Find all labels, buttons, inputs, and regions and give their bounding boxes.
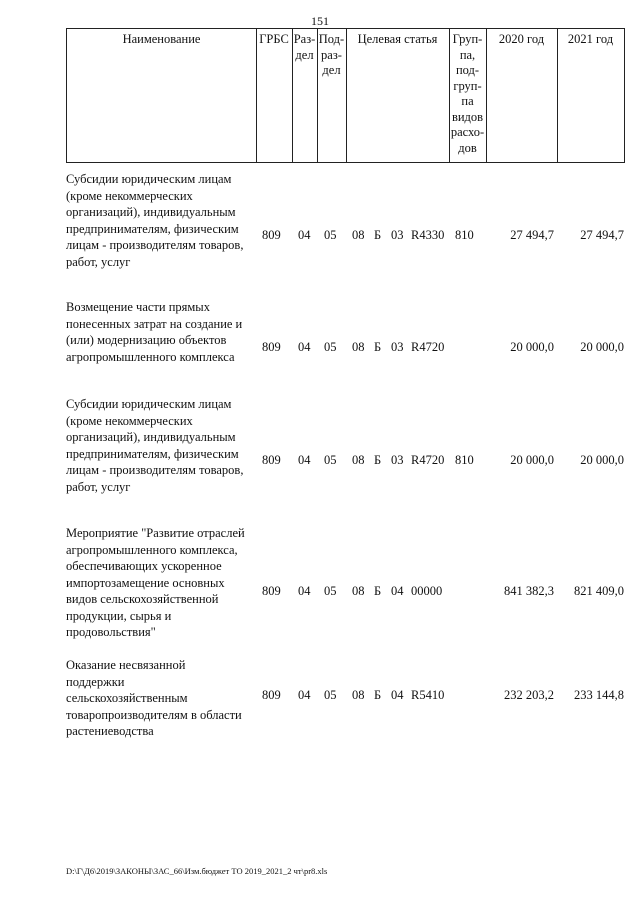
header-podrazdel [317, 28, 347, 163]
row-grbs: 809 [262, 688, 281, 702]
row-value-2021: 27 494,7 [580, 228, 624, 242]
header-name-label: Наименование [122, 32, 201, 46]
header-2020 [486, 28, 558, 163]
row-name: Субсидии юридическим лицам (кроме некоммерческих организаций), индивидуальным предпринимателям, физическим лицам - производителям товаров, работ, услуг [66, 397, 244, 494]
row-razdel: 04 [298, 688, 311, 702]
row-target-main: 03 [391, 453, 404, 467]
header-2021-label: 2021 год [567, 32, 614, 46]
row-value-2020: 20 000,0 [510, 340, 554, 354]
row-podrazdel: 05 [324, 688, 337, 702]
header-group-label: Груп- па, под- груп- па видов расхо- дов [450, 32, 485, 155]
header-grbs [256, 28, 293, 163]
row-name: Мероприятие "Развитие отраслей агропромышленного комплекса, обеспечивающих ускоренное импортозамещение основных видов сельскохозяйственной продукции, сырья и продовольствия" [66, 526, 245, 639]
row-target-subprogram: Б [374, 340, 382, 354]
row-group: 810 [455, 453, 474, 467]
row-target-code: R4330 [411, 228, 445, 242]
header-razdel [292, 28, 318, 163]
header-grbs-label: ГРБС [259, 32, 289, 46]
row-razdel: 04 [298, 453, 311, 467]
page-number: 151 [311, 14, 329, 28]
header-razdel-label: Раз- дел [293, 32, 316, 62]
row-name: Оказание несвязанной поддержки сельскохозяйственным товаропроизводителям в области растениеводства [66, 658, 242, 738]
header-podrazdel-label: Под- раз- дел [318, 32, 345, 77]
row-podrazdel: 05 [324, 453, 337, 467]
row-name: Субсидии юридическим лицам (кроме некоммерческих организаций), индивидуальным предпринимателям, физическим лицам - производителям товаров, работ, услуг [66, 172, 244, 269]
row-grbs: 809 [262, 453, 281, 467]
row-value-2021: 20 000,0 [580, 453, 624, 467]
row-target-main: 03 [391, 228, 404, 242]
header-2020-label: 2020 год [498, 32, 545, 46]
row-target-program: 08 [352, 453, 365, 467]
row-target-program: 08 [352, 584, 365, 598]
row-target-main: 03 [391, 340, 404, 354]
row-value-2021: 821 409,0 [574, 584, 624, 598]
row-value-2020: 20 000,0 [510, 453, 554, 467]
row-razdel: 04 [298, 340, 311, 354]
header-name [66, 28, 257, 163]
row-grbs: 809 [262, 584, 281, 598]
header-group [449, 28, 487, 163]
row-podrazdel: 05 [324, 228, 337, 242]
row-podrazdel: 05 [324, 340, 337, 354]
row-target-main: 04 [391, 584, 404, 598]
row-target-main: 04 [391, 688, 404, 702]
row-grbs: 809 [262, 340, 281, 354]
row-podrazdel: 05 [324, 584, 337, 598]
header-target-label: Целевая статья [357, 32, 438, 46]
row-target-subprogram: Б [374, 584, 382, 598]
row-target-code: R5410 [411, 688, 445, 702]
row-value-2020: 232 203,2 [504, 688, 554, 702]
row-target-subprogram: Б [374, 688, 382, 702]
row-target-code: R4720 [411, 340, 445, 354]
row-target-subprogram: Б [374, 453, 382, 467]
row-target-program: 08 [352, 228, 365, 242]
row-value-2021: 20 000,0 [580, 340, 624, 354]
row-target-code: 00000 [411, 584, 443, 598]
row-value-2020: 27 494,7 [510, 228, 554, 242]
row-target-subprogram: Б [374, 228, 382, 242]
row-razdel: 04 [298, 228, 311, 242]
row-grbs: 809 [262, 228, 281, 242]
row-name: Возмещение части прямых понесенных затрат на создание и (или) модернизацию объектов агропромышленного комплекса [66, 300, 243, 364]
row-value-2020: 841 382,3 [504, 584, 554, 598]
row-razdel: 04 [298, 584, 311, 598]
row-group: 810 [455, 228, 474, 242]
header-2021 [557, 28, 625, 163]
row-value-2021: 233 144,8 [574, 688, 624, 702]
row-target-program: 08 [352, 340, 365, 354]
file-path-footer: D:\Г\Д6\2019\ЗАКОНЫ\ЗАС_66\Изм.бюджет ТО 2019_2021_2 чт\pr8.xls [66, 866, 328, 876]
row-target-program: 08 [352, 688, 365, 702]
row-target-code: R4720 [411, 453, 445, 467]
header-target [346, 28, 450, 163]
